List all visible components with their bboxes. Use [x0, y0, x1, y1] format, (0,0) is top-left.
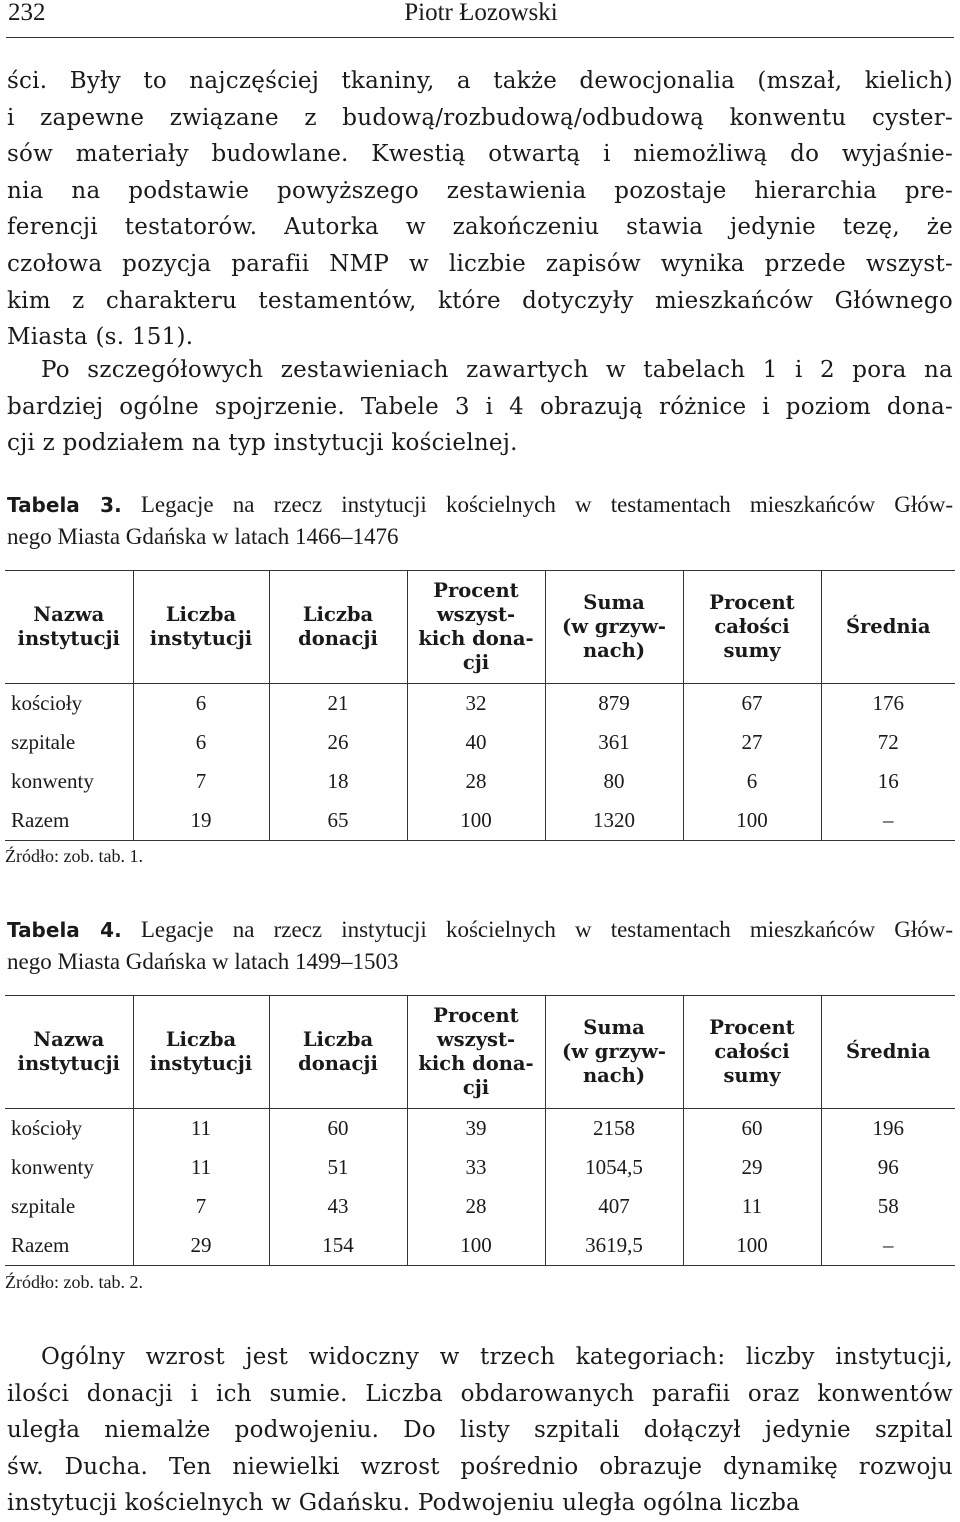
table-cell: 6 [683, 762, 821, 801]
column-header-line: nach) [582, 1064, 646, 1087]
column-header-line: Procent [709, 591, 795, 614]
table-cell: 67 [683, 684, 821, 724]
column-header [133, 996, 269, 1109]
table-cell: 2158 [545, 1109, 683, 1149]
text-line: bardziej ogólne spojrzenie. Tabele 3 i 4 obrazują różnice i poziom dona- [7, 393, 953, 420]
table-cell: – [821, 801, 955, 841]
table-cell: 100 [683, 801, 821, 841]
table-row [5, 1109, 955, 1149]
header-row [5, 996, 955, 1109]
table-cell: 29 [683, 1148, 821, 1187]
column-header [133, 571, 269, 684]
table-cell: 27 [683, 723, 821, 762]
table-cell: 26 [269, 723, 407, 762]
table-cell: 1054,5 [545, 1148, 683, 1187]
table-4 [5, 995, 955, 1266]
row-label: szpitale [11, 1194, 76, 1218]
table-cell: 40 [407, 723, 545, 762]
table-3-caption [7, 489, 953, 553]
table-cell: 51 [269, 1148, 407, 1187]
text-line: ferencji testatorów. Autorka w zakończeniu stawia jedynie tezę, że [7, 214, 953, 241]
caption-text: Legacje na rzecz instytucji kościelnych w testamentach mieszkańców Głów- [121, 492, 953, 517]
text-line: Po szczegółowych zestawieniach zawartych w tabelach 1 i 2 pora na [41, 357, 953, 383]
running-head [8, 0, 954, 38]
table-cell: 6 [133, 723, 269, 762]
table-row [5, 1187, 955, 1226]
caption-line [7, 914, 953, 946]
table-cell: 80 [545, 762, 683, 801]
table-cell: 19 [133, 801, 269, 841]
column-header-line: donacji [298, 627, 378, 650]
column-header-line: instytucji [149, 627, 253, 650]
text-line: ilości donacji i ich sumie. Liczba obdarowanych parafii oraz konwentów [7, 1380, 953, 1407]
column-header [545, 996, 683, 1109]
column-header [821, 996, 955, 1109]
caption-text: nego Miasta Gdańska w latach 1466–1476 [7, 524, 399, 549]
column-header-line: Nazwa [33, 1028, 105, 1051]
table-cell: 39 [407, 1109, 545, 1149]
row-label: szpitale [11, 730, 76, 754]
table-row [5, 1148, 955, 1187]
caption-line [7, 521, 953, 553]
column-header-line: cji [462, 651, 490, 674]
caption-line [7, 946, 953, 978]
column-header-line: Procent [709, 1016, 795, 1039]
column-header-line: cji [462, 1076, 490, 1099]
table-cell: 60 [683, 1109, 821, 1149]
table-cell: 33 [407, 1148, 545, 1187]
page-number: 232 [8, 0, 46, 26]
column-header-line: Liczba [165, 1028, 237, 1051]
column-header-line: Liczba [302, 603, 374, 626]
column-header-line: kich dona- [418, 1052, 534, 1075]
table-cell: 6 [133, 684, 269, 724]
caption-text: nego Miasta Gdańska w latach 1499–1503 [7, 949, 399, 974]
column-header-line: wszyst- [436, 1028, 516, 1051]
header-row [5, 571, 955, 684]
table-cell: – [821, 1226, 955, 1266]
table-cell: 32 [407, 684, 545, 724]
text-line: kim z charakteru testamentów, które dotyczyły mieszkańców Głównego [7, 287, 953, 314]
column-header-line: Suma [583, 1016, 645, 1039]
column-header [269, 996, 407, 1109]
column-header-line: Liczba [302, 1028, 374, 1051]
table-cell: 96 [821, 1148, 955, 1187]
text-line: Miasta (s. 151). [7, 324, 194, 351]
table-cell: 18 [269, 762, 407, 801]
paragraph-2 [7, 352, 953, 462]
table-cell: 196 [821, 1109, 955, 1149]
column-header [5, 571, 133, 684]
table-cell: 65 [269, 801, 407, 841]
caption-line [7, 489, 953, 521]
table-cell: 154 [269, 1226, 407, 1266]
text-line: instytucji kościelnych w Gdańsku. Podwojeniu uległa ogólna liczba [7, 1490, 801, 1517]
table-label: Tabela 4. [7, 918, 122, 942]
table-cell: 29 [133, 1226, 269, 1266]
column-header-line: instytucji [17, 627, 120, 650]
table-4-source: Źródło: zob. tab. 2. [5, 1272, 143, 1292]
column-header-line: donacji [298, 1052, 378, 1075]
table-cell: 28 [407, 762, 545, 801]
paragraph-3 [7, 1339, 953, 1522]
text-line: i zapewne związane z budową/rozbudową/odbudową konwentu cyster- [7, 104, 953, 131]
table-cell: 100 [407, 1226, 545, 1266]
row-label: Razem [11, 808, 70, 832]
header-rule [6, 37, 954, 38]
row-label: konwenty [11, 769, 94, 793]
row-label: kościoły [11, 1116, 83, 1140]
column-header [5, 996, 133, 1109]
table-4-caption [7, 914, 953, 978]
table-cell: 16 [821, 762, 955, 801]
column-header [407, 571, 545, 684]
table-cell: 407 [545, 1187, 683, 1226]
text-line: uległa niemalże podwojeniu. Do listy szpitali dołączył jedynie szpital [7, 1417, 953, 1444]
table-row [5, 762, 955, 801]
column-header-line: Liczba [165, 603, 237, 626]
table-cell: 361 [545, 723, 683, 762]
table-cell: 11 [133, 1109, 269, 1149]
table-cell: 21 [269, 684, 407, 724]
column-header [269, 571, 407, 684]
table-cell: 72 [821, 723, 955, 762]
row-label: konwenty [11, 1155, 94, 1179]
column-header-line: sumy [723, 1064, 781, 1087]
column-header-line: Suma [583, 591, 645, 614]
column-header [545, 571, 683, 684]
table-cell: 28 [407, 1187, 545, 1226]
table-3 [5, 570, 955, 841]
table-cell: 100 [407, 801, 545, 841]
row-label: Razem [11, 1233, 70, 1257]
table-row [5, 723, 955, 762]
column-header-line: Procent [433, 1004, 519, 1027]
column-header-line: Procent [433, 579, 519, 602]
text-line: św. Ducha. Ten niewielki wzrost pośrednio obrazuje dynamikę rozwoju [7, 1453, 953, 1480]
table-row [5, 684, 955, 724]
text-line: Ogólny wzrost jest widoczny w trzech kategoriach: liczby instytucji, [41, 1344, 953, 1370]
column-header-line: wszyst- [436, 603, 516, 626]
text-line: czołowa pozycja parafii NMP w liczbie zapisów wynika przede wszyst- [7, 250, 953, 277]
column-header [683, 571, 821, 684]
table-3-source: Źródło: zob. tab. 1. [5, 846, 143, 866]
table-cell: 11 [133, 1148, 269, 1187]
column-header-line: całości [714, 1040, 790, 1063]
table-cell: 7 [133, 1187, 269, 1226]
table-cell: 43 [269, 1187, 407, 1226]
column-header-line: instytucji [149, 1052, 253, 1075]
table-cell: 3619,5 [545, 1226, 683, 1266]
text-line: cji z podziałem na typ instytucji kościelnej. [7, 430, 518, 457]
column-header-line: (w grzyw- [562, 1040, 666, 1063]
table-cell: 7 [133, 762, 269, 801]
table-cell: 1320 [545, 801, 683, 841]
table-cell: 60 [269, 1109, 407, 1149]
row-label: kościoły [11, 691, 83, 715]
column-header-line: kich dona- [418, 627, 534, 650]
column-header-line: instytucji [17, 1052, 120, 1075]
column-header-line: sumy [723, 639, 781, 662]
column-header [821, 571, 955, 684]
paragraph-1 [7, 63, 953, 356]
table-cell: 879 [545, 684, 683, 724]
table-cell: 11 [683, 1187, 821, 1226]
column-header-line: (w grzyw- [562, 615, 666, 638]
table-cell: 100 [683, 1226, 821, 1266]
text-line: sów materiały budowlane. Kwestią otwartą i niemożliwą do wyjaśnie- [7, 141, 953, 168]
column-header-line: Średnia [845, 615, 931, 638]
table-row [5, 1226, 955, 1266]
column-header-line: Nazwa [33, 603, 105, 626]
column-header-line: Średnia [845, 1040, 931, 1063]
text-line: ści. Były to najczęściej tkaniny, a także dewocjonalia (mszał, kielich) [7, 68, 953, 94]
table-cell: 58 [821, 1187, 955, 1226]
caption-text: Legacje na rzecz instytucji kościelnych w testamentach mieszkańców Głów- [121, 917, 953, 942]
table-row [5, 801, 955, 841]
running-head-author: Piotr Łozowski [404, 0, 558, 26]
table-cell: 176 [821, 684, 955, 724]
text-line: nia na podstawie powyższego zestawienia pozostaje hierarchia pre- [7, 177, 953, 204]
column-header [407, 996, 545, 1109]
column-header [683, 996, 821, 1109]
column-header-line: nach) [582, 639, 646, 662]
column-header-line: całości [714, 615, 790, 638]
table-label: Tabela 3. [7, 493, 122, 517]
